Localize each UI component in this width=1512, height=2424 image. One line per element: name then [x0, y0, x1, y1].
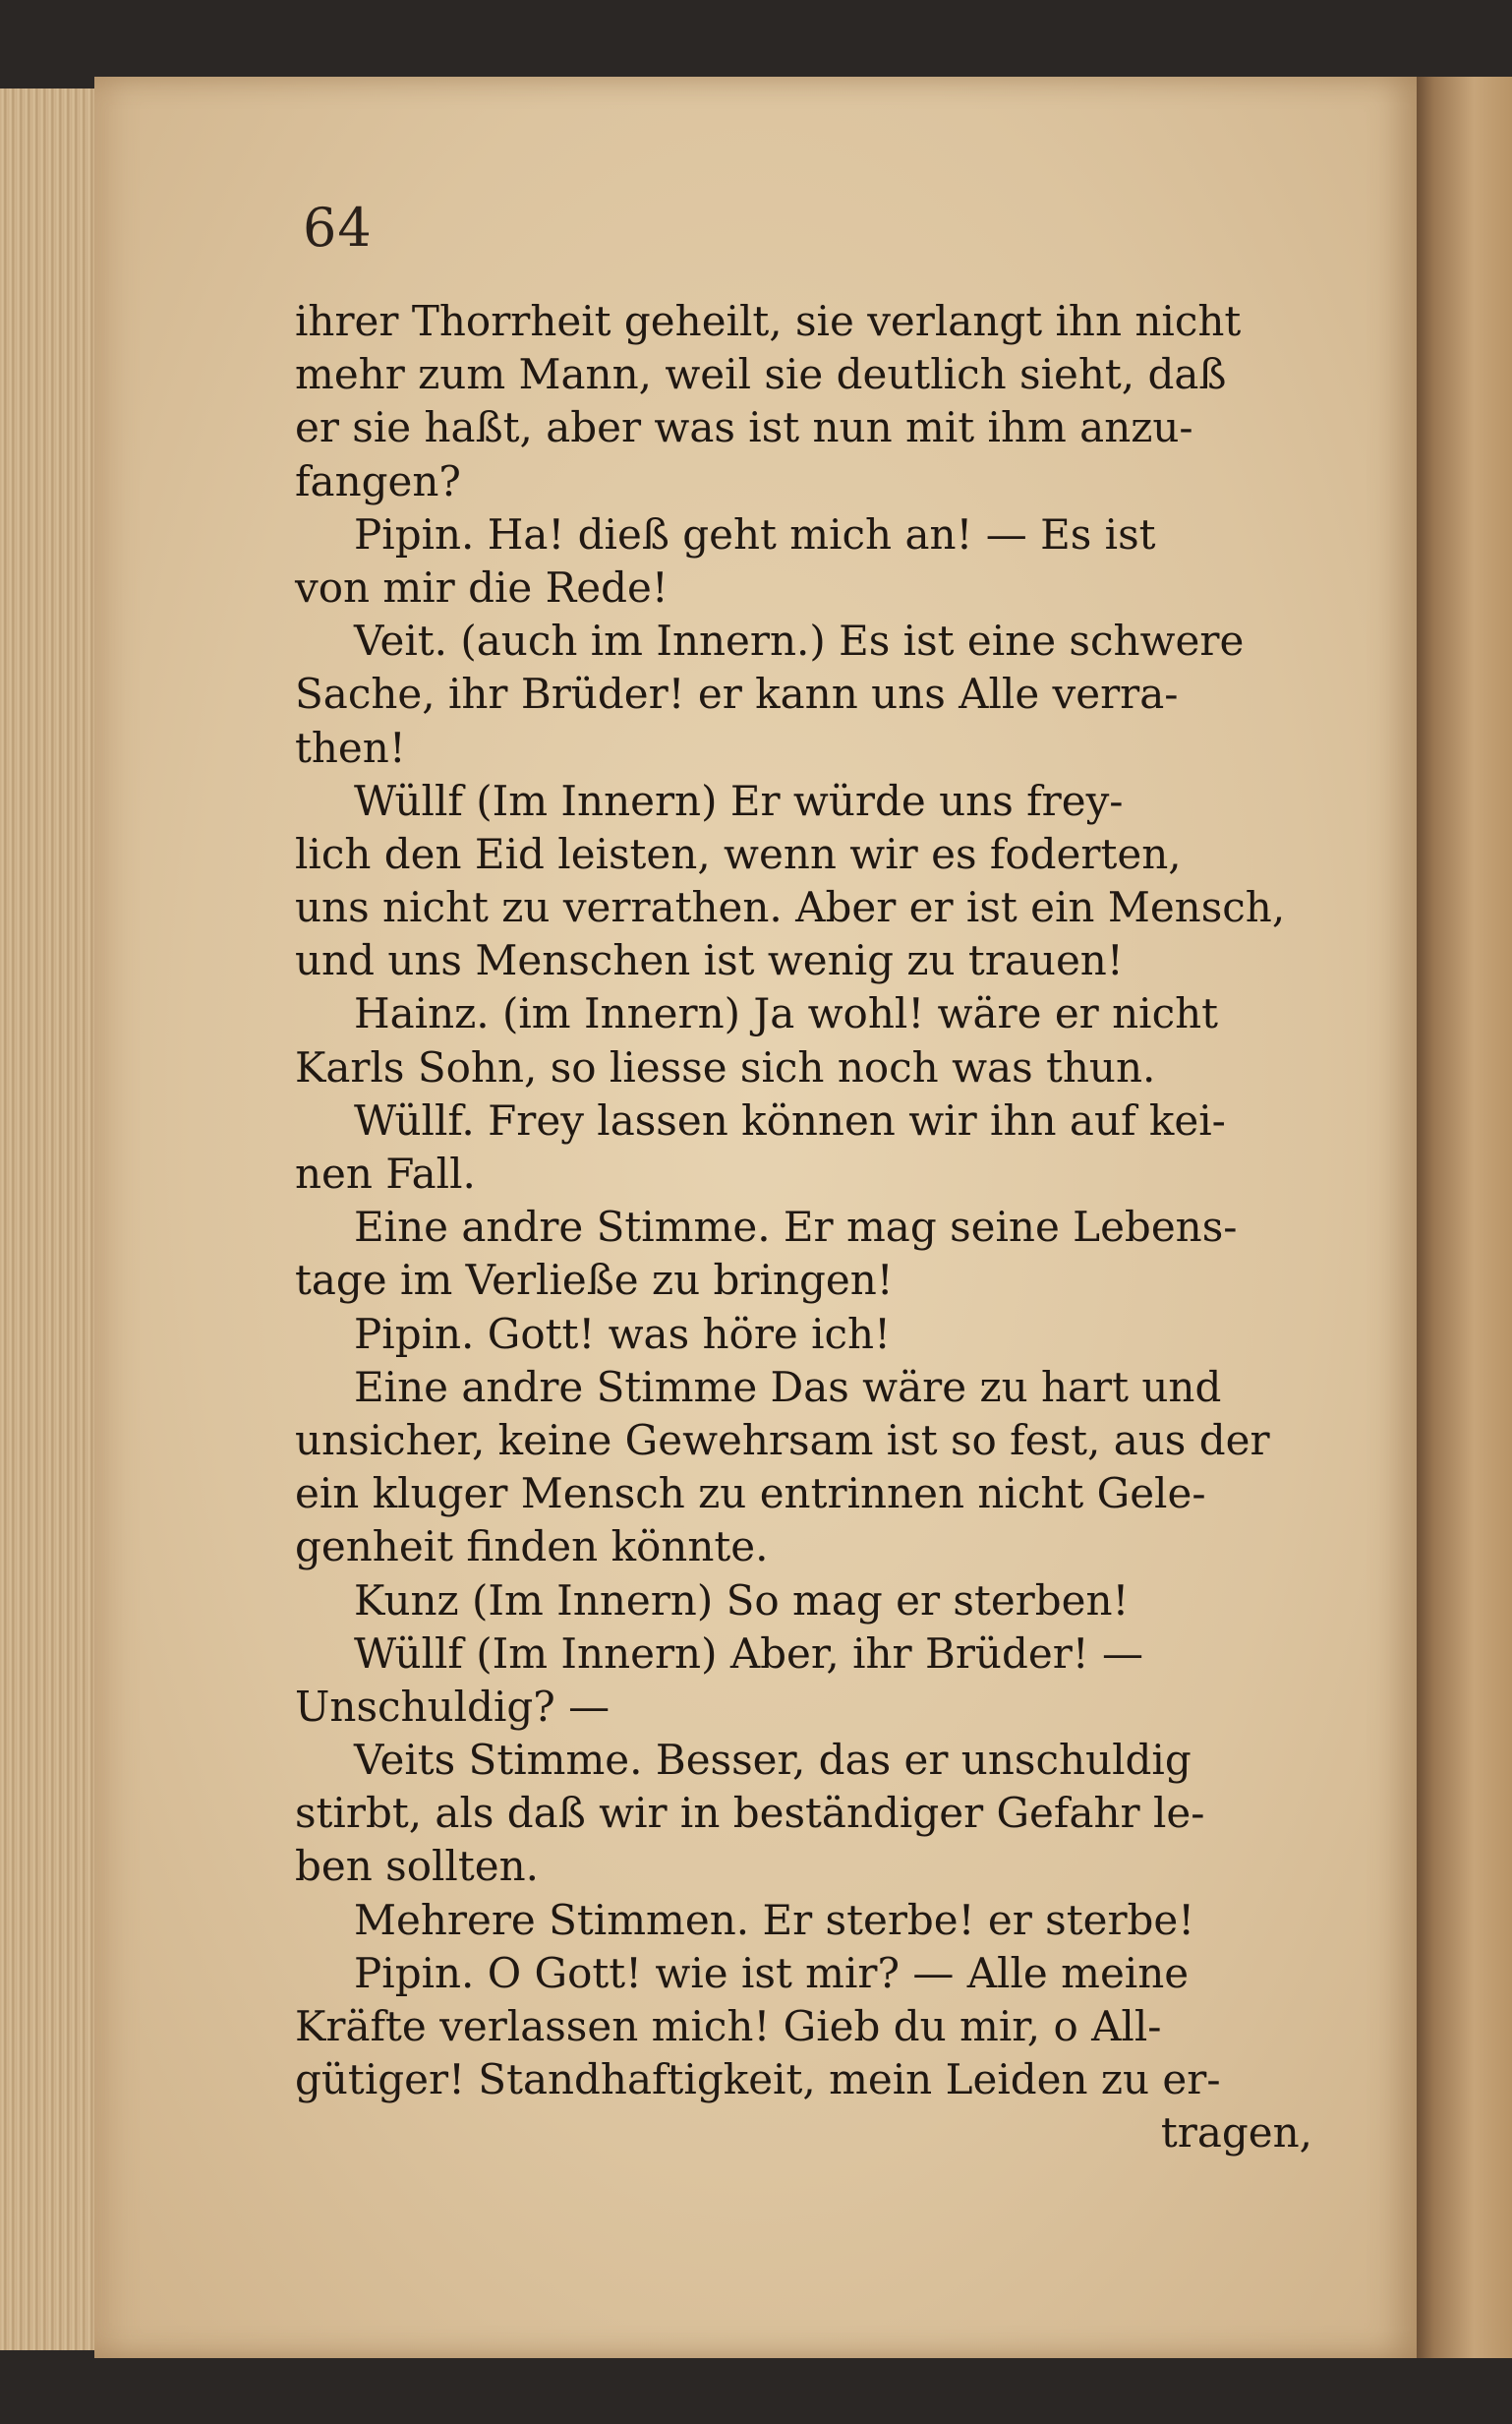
text-line: Sache, ihr Brüder! er kann uns Alle verra- — [295, 670, 1179, 719]
speaker-line: Hainz. (im Innern) Ja wohl! wäre er nicht — [354, 989, 1219, 1038]
text-line: Kräfte verlassen mich! Gieb du mir, o All- — [295, 2002, 1162, 2050]
text-line: then! — [295, 723, 406, 772]
text-line: Karls Sohn, so liesse sich noch was thun. — [295, 1042, 1156, 1092]
speaker-line: Kunz (Im Innern) So mag er sterben! — [354, 1575, 1130, 1625]
speaker-line: Veits Stimme. Besser, das er unschuldig — [354, 1736, 1192, 1785]
text-line: ihrer Thorrheit geheilt, sie verlangt ihn nicht — [295, 297, 1242, 345]
speaker-line: Mehrere Stimmen. Er sterbe! er sterbe! — [354, 1895, 1195, 1944]
text-line: tage im Verließe zu bringen! — [295, 1256, 894, 1305]
page-edges — [0, 89, 98, 2350]
page-number: 64 — [303, 197, 373, 259]
speaker-line: Wüllf (Im Innern) Aber, ihr Brüder! — — [354, 1628, 1144, 1678]
page-text — [295, 295, 1322, 2160]
speaker-line: Pipin. O Gott! wie ist mir? — Alle meine — [354, 1948, 1190, 1997]
text-line: uns nicht zu verrathen. Aber er ist ein Mensch, — [295, 883, 1286, 932]
text-line: stirbt, als daß wir in beständiger Gefahr le- — [295, 1789, 1205, 1838]
text-line: ben sollten. — [295, 1842, 539, 1891]
speaker-line: Wüllf (Im Innern) Er würde uns frey- — [354, 776, 1124, 825]
speaker-line: Eine andre Stimme Das wäre zu hart und — [354, 1362, 1222, 1411]
catchword-line: tragen, — [1160, 2108, 1312, 2158]
text-line: ein kluger Mensch zu entrinnen nicht Gele- — [295, 1469, 1206, 1518]
speaker-line: Pipin. Ha! dieß geht mich an! — Es ist — [354, 509, 1156, 559]
text-line: von mir die Rede! — [295, 562, 669, 612]
facing-page-edge — [1417, 77, 1512, 2358]
speaker-line: Veit. (auch im Innern.) Es ist eine schwere — [354, 617, 1245, 666]
text-line: fangen? — [295, 456, 461, 505]
speaker-line: Pipin. Gott! was höre ich! — [354, 1309, 891, 1358]
text-line: nen Fall. — [295, 1150, 476, 1198]
speaker-line: Wüllf. Frey lassen können wir ihn auf kei- — [354, 1095, 1226, 1145]
text-line: und uns Menschen ist wenig zu trauen! — [295, 936, 1124, 985]
text-line: gütiger! Standhaftigkeit, mein Leiden zu er- — [295, 2055, 1221, 2104]
text-line: mehr zum Mann, weil sie deutlich sieht, daß — [295, 350, 1227, 399]
text-line: Unschuldig? — — [295, 1682, 611, 1731]
text-line: unsicher, keine Gewehrsam ist so fest, aus der — [295, 1415, 1270, 1464]
text-line: lich den Eid leisten, wenn wir es foderten, — [295, 829, 1182, 878]
speaker-line: Eine andre Stimme. Er mag seine Lebens- — [354, 1203, 1238, 1252]
text-line: er sie haßt, aber was ist nun mit ihm anzu- — [295, 403, 1193, 452]
text-line: genheit finden könnte. — [295, 1522, 769, 1571]
